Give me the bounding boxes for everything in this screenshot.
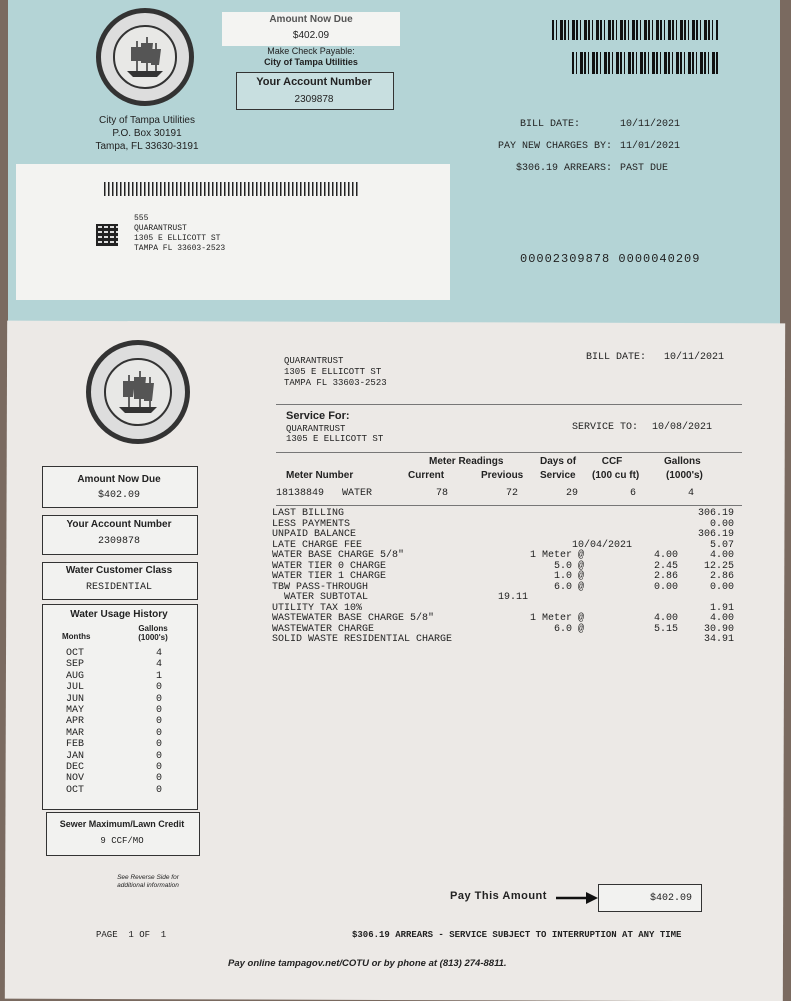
sidebar-amount-box (42, 466, 198, 508)
service-to-date: 10/08/2021 (652, 422, 713, 433)
hdr-meter-number: Meter Number (286, 470, 354, 481)
meter-type: WATER (342, 488, 373, 499)
charge-row (272, 519, 742, 530)
charge-description: UTILITY TAX 10% (272, 602, 363, 614)
usage-gallons: 0 (156, 750, 163, 762)
usage-gallons: 0 (156, 693, 163, 705)
charge-rate: 4.00 (653, 613, 678, 624)
charge-description: TBW PASS-THROUGH (272, 581, 369, 593)
charge-amount: 306.19 (697, 508, 734, 519)
usage-month: JUL (66, 682, 85, 694)
hdr-service: Service (540, 470, 576, 481)
usage-month: JAN (66, 750, 85, 762)
arrears-notice: $306.19 ARREARS - SERVICE SUBJECT TO INTERRUPTION AT ANY TIME (352, 930, 682, 940)
charge-amount: 2.86 (709, 571, 734, 582)
usage-gallons: 0 (156, 762, 163, 773)
usage-gallons: 0 (156, 784, 163, 796)
remit-bill-date: 10/11/2021 (620, 119, 681, 130)
usage-history-row (42, 716, 192, 727)
address-street: 1305 E ELLICOTT ST (134, 234, 221, 243)
hdr-gallons-unit: (1000's) (666, 470, 703, 481)
hdr-days-of: Days of (540, 456, 577, 467)
barcode-top (552, 20, 718, 40)
usage-history-title: Water Usage History (70, 609, 168, 620)
charge-quantity: 6.0 @ (553, 581, 584, 593)
charge-description: WATER BASE CHARGE 5/8" (272, 550, 405, 561)
meter-number: 18138849 (276, 488, 325, 499)
usage-gallons: 0 (156, 682, 163, 694)
charge-rate: 5.15 (653, 623, 678, 635)
hdr-meter-readings: Meter Readings (429, 456, 504, 467)
charge-rate: 2.86 (653, 571, 678, 582)
sidebar-account-number: 2309878 (97, 536, 140, 547)
charge-quantity: 10/04/2021 (571, 539, 632, 551)
ship-icon (101, 13, 189, 101)
charge-amount: 30.90 (703, 623, 734, 635)
charge-quantity: 1 Meter @ (529, 613, 584, 624)
ship-icon-statement (91, 345, 185, 439)
make-check-payee: City of Tampa Utilities (264, 57, 358, 67)
charge-amount: 0.00 (709, 518, 734, 530)
charge-quantity: 1 Meter @ (529, 550, 584, 561)
meter-previous: 72 (506, 488, 519, 499)
org-po-box: P.O. Box 30191 (112, 128, 182, 139)
meter-gallons: 4 (688, 488, 695, 499)
usage-history-row (42, 785, 192, 796)
datamatrix-code (96, 224, 118, 246)
address-name: QUARANTRUST (134, 224, 187, 233)
usage-history-row (42, 694, 192, 705)
charge-description: UNPAID BALANCE (272, 529, 357, 540)
charge-quantity: 6.0 @ (553, 623, 584, 635)
usage-month: AUG (66, 670, 85, 682)
charge-rate: 0.00 (653, 581, 678, 593)
charge-amount: 4.00 (709, 613, 734, 624)
usage-month: JUN (66, 693, 85, 705)
customer-class-label: Water Customer Class (65, 565, 173, 576)
meter-current: 78 (436, 488, 449, 499)
service-name: QUARANTRUST (286, 424, 346, 434)
pay-this-amount-label: Pay This Amount (450, 890, 547, 902)
city-seal-logo-statement (86, 340, 190, 444)
charge-amount: 12.25 (703, 560, 734, 572)
sidebar-account-label: Your Account Number (66, 519, 172, 530)
charge-description: LESS PAYMENTS (272, 518, 351, 530)
org-name: City of Tampa Utilities (99, 115, 195, 126)
arrow-right-icon (556, 892, 598, 904)
charge-rate: 4.00 (653, 550, 678, 561)
charge-row (272, 550, 742, 561)
charge-row (272, 592, 742, 603)
page-indicator: PAGE 1 OF 1 (96, 930, 167, 940)
remit-account-number: 2309878 (294, 94, 334, 105)
usage-history-row (42, 762, 192, 773)
divider (276, 505, 742, 506)
charge-amount: 1.91 (709, 602, 734, 614)
remit-bill-date-label: BILL DATE: (519, 119, 580, 130)
charge-quantity: 1.0 @ (553, 571, 584, 582)
usage-history-row (42, 705, 192, 716)
remit-amount-label: Amount Now Due (269, 14, 353, 25)
charge-row (272, 603, 742, 614)
sewer-credit-value: 9 CCF/MO (100, 836, 144, 846)
sewer-credit-label: Sewer Maximum/Lawn Credit (59, 819, 185, 829)
hdr-gallons: Gallons (664, 456, 701, 467)
usage-history-list (42, 648, 196, 798)
usage-col-gallons: Gallons (138, 624, 168, 633)
sidebar-amount-label: Amount Now Due (77, 474, 161, 485)
statement-bill-date-label: BILL DATE: (586, 352, 647, 363)
arrears-label: $306.19 ARREARS: (515, 163, 612, 174)
divider (276, 404, 742, 405)
usage-month: OCT (66, 648, 85, 659)
usage-month: SEP (66, 659, 85, 671)
remit-amount-value: $402.09 (292, 30, 330, 41)
service-to-label: SERVICE TO: (572, 422, 639, 433)
usage-col-months: Months (62, 632, 91, 641)
usage-history-row (42, 671, 192, 682)
barcode-bottom (572, 52, 720, 74)
usage-month: OCT (66, 784, 85, 796)
customer-class-value: RESIDENTIAL (85, 582, 152, 593)
customer-name: QUARANTRUST (284, 356, 344, 366)
city-seal-logo (96, 8, 194, 106)
charge-description: LATE CHARGE FEE (272, 539, 363, 551)
charge-row (272, 529, 742, 540)
charge-description: WASTEWATER BASE CHARGE 5/8" (272, 613, 435, 624)
charge-amount: 4.00 (709, 550, 734, 561)
usage-history-row (42, 659, 192, 670)
remit-account-label: Your Account Number (256, 76, 372, 88)
org-city: Tampa, FL 33630-3191 (95, 141, 199, 152)
usage-history-row (42, 773, 192, 784)
charge-row (272, 561, 742, 572)
usage-month: APR (66, 716, 85, 728)
charge-description: WATER TIER 0 CHARGE (272, 560, 387, 572)
usage-history-row (42, 648, 192, 659)
hdr-ccf: CCF (601, 456, 623, 467)
charge-description: LAST BILLING (272, 508, 345, 519)
usage-col-gallons-unit: (1000's) (138, 633, 168, 642)
scan-line: 00002309878 0000040209 (520, 252, 701, 266)
reverse-note-line1: See Reverse Side for (117, 874, 179, 881)
usage-month: MAY (66, 705, 85, 716)
service-for-label: Service For: (286, 410, 350, 422)
customer-street: 1305 E ELLICOTT ST (284, 367, 382, 377)
charge-row (272, 582, 742, 593)
hdr-ccf-unit: (100 cu ft) (592, 470, 640, 481)
charge-quantity: 19.11 (497, 592, 528, 603)
reverse-note-line2: additional information (117, 882, 179, 889)
make-check-label: Make Check Payable: (267, 46, 355, 56)
charge-description: WATER TIER 1 CHARGE (272, 571, 387, 582)
address-city: TAMPA FL 33603-2523 (134, 244, 226, 253)
statement-bill-date: 10/11/2021 (664, 352, 725, 363)
usage-gallons: 1 (156, 670, 163, 682)
charge-row (272, 634, 742, 645)
charge-row (272, 540, 742, 551)
charge-row (272, 613, 742, 624)
usage-month: MAR (66, 727, 85, 739)
meter-ccf: 6 (630, 488, 637, 499)
divider (276, 452, 742, 453)
pay-by-label: PAY NEW CHARGES BY: (497, 141, 612, 152)
usage-gallons: 0 (156, 773, 163, 785)
charge-amount: 5.07 (709, 539, 734, 551)
charge-quantity: 5.0 @ (553, 560, 584, 572)
pay-online-note: Pay online tampagov.net/COTU or by phone at (813) 274-8811. (228, 958, 507, 969)
charge-row (272, 508, 742, 519)
usage-month: FEB (66, 739, 85, 751)
meter-days: 29 (566, 488, 579, 499)
sidebar-amount-value: $402.09 (97, 490, 140, 501)
pay-by-date: 11/01/2021 (620, 141, 681, 152)
usage-history-row (42, 739, 192, 750)
usage-gallons: 0 (156, 716, 163, 728)
hdr-current: Current (408, 470, 445, 481)
usage-gallons: 4 (156, 648, 163, 659)
charge-description: WASTEWATER CHARGE (272, 623, 375, 635)
usage-month: DEC (66, 762, 85, 773)
charge-description: WATER SUBTOTAL (272, 592, 369, 603)
arrears-status: PAST DUE (620, 163, 669, 174)
charge-amount: 34.91 (703, 634, 734, 645)
intelligent-mail-barcode (104, 182, 358, 196)
usage-gallons: 0 (156, 727, 163, 739)
hdr-previous: Previous (481, 470, 524, 481)
charge-amount: 0.00 (709, 581, 734, 593)
usage-gallons: 0 (156, 705, 163, 716)
usage-month: NOV (66, 773, 85, 785)
usage-history-row (42, 682, 192, 693)
charge-amount: 306.19 (697, 529, 734, 540)
charge-description: SOLID WASTE RESIDENTIAL CHARGE (272, 634, 453, 645)
charge-row (272, 571, 742, 582)
usage-gallons: 0 (156, 739, 163, 751)
address-code: 555 (134, 214, 149, 223)
usage-gallons: 4 (156, 659, 163, 671)
pay-amount-value: $402.09 (649, 893, 692, 904)
usage-history-row (42, 728, 192, 739)
charge-row (272, 624, 742, 635)
service-street: 1305 E ELLICOTT ST (286, 434, 384, 444)
charge-rate: 2.45 (653, 560, 678, 572)
customer-city: TAMPA FL 33603-2523 (284, 378, 387, 388)
usage-history-row (42, 751, 192, 762)
